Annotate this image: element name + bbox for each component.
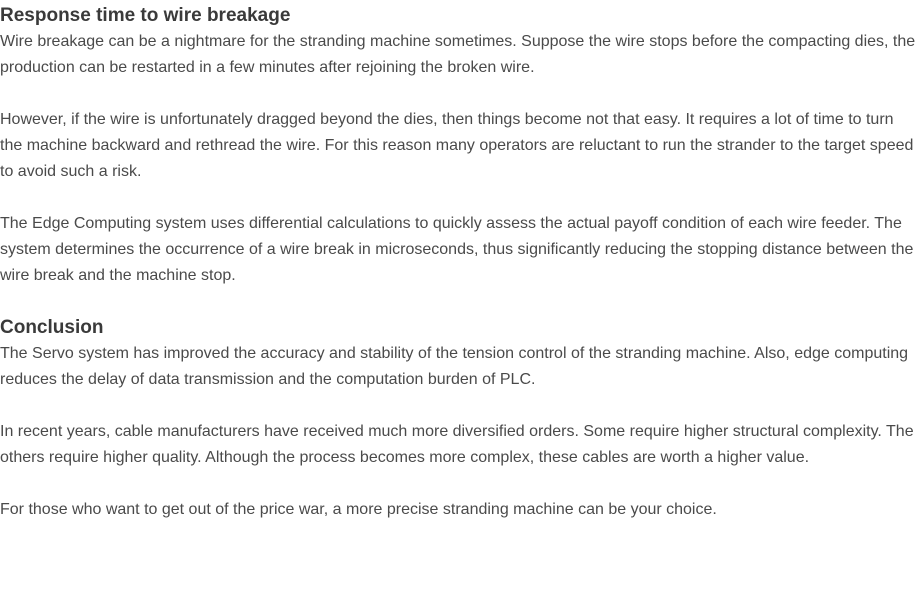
section-heading-conclusion: Conclusion: [0, 317, 104, 338]
paragraph-wire-breakage-intro: Wire breakage can be a nightmare for the stranding machine sometimes. Suppose the wire stops before the compacting dies, the production can be restarted in a few minutes after rejoining the broken wire.: [0, 33, 916, 76]
paragraph-spacer: [0, 185, 920, 211]
section-spacer: [0, 289, 920, 315]
paragraph-spacer: [0, 81, 920, 107]
paragraph-wire-dragged: However, if the wire is unfortunately dragged beyond the dies, then things become not that easy. It requires a lot of time to turn the machine backward and rethread the wire. For this reason many operators are reluctant to run the strander to the target speed to avoid such a risk.: [0, 111, 914, 180]
article-body: [0, 3, 920, 523]
section-heading-wire-breakage: Response time to wire breakage: [0, 5, 291, 26]
paragraph-spacer: [0, 393, 920, 419]
paragraph-edge-computing: The Edge Computing system uses differential calculations to quickly assess the actual payoff condition of each wire feeder. The system determines the occurrence of a wire break in microseconds, thus significantly reducing the stopping distance between the wire break and the machine stop.: [0, 215, 914, 284]
paragraph-price-war: For those who want to get out of the price war, a more precise stranding machine can be your choice.: [0, 501, 717, 518]
paragraph-servo-system: The Servo system has improved the accuracy and stability of the tension control of the stranding machine. Also, edge computing reduces the delay of data transmission and the computation burden of PLC.: [0, 345, 909, 388]
paragraph-spacer: [0, 471, 920, 497]
paragraph-diversified-orders: In recent years, cable manufacturers have received much more diversified orders. Some require higher structural complexity. The others require higher quality. Although the process becomes more complex, these cables are worth a higher value.: [0, 423, 914, 466]
